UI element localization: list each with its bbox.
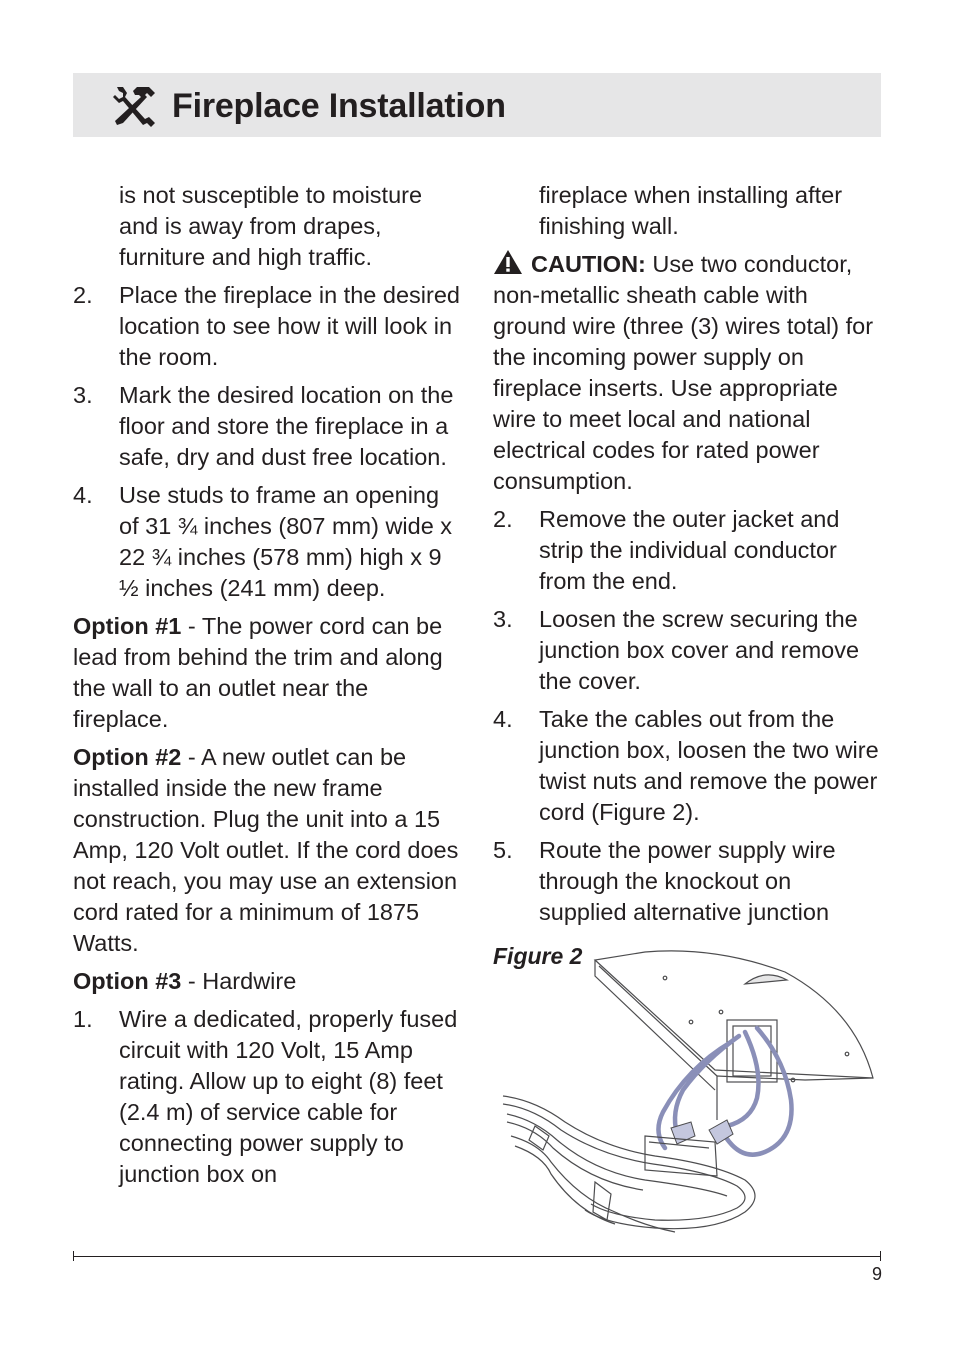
- list-number: 1.: [73, 1006, 93, 1032]
- caution-text: Use two conductor, non-metallic sheath cable with ground wire (three (3) wires total) for the incoming power supply on fireplace inserts. Use appropriate wire to meet local and national electrical codes for rated power consumption.: [493, 251, 874, 494]
- option-1-label: Option #1: [73, 613, 182, 639]
- footer-divider: [73, 1256, 881, 1257]
- page-title: Fireplace Installation: [172, 87, 506, 125]
- section-header: [73, 73, 881, 137]
- list-text: Mark the desired location on the floor and store the fireplace in a safe, dry and dust free location.: [119, 382, 454, 470]
- option-3-label: Option #3: [73, 968, 182, 994]
- option-2-label: Option #2: [73, 744, 182, 770]
- figure-label: Figure 2: [493, 943, 583, 969]
- list-number: 2.: [493, 506, 513, 532]
- list-item: [493, 704, 883, 828]
- right-column: [493, 180, 883, 935]
- list-number: 3.: [73, 382, 93, 408]
- caution-label: CAUTION:: [531, 251, 646, 277]
- list-text: Place the fireplace in the desired location to see how it will look in the room.: [119, 282, 460, 370]
- option-3-paragraph: [73, 966, 463, 997]
- list-text: Loosen the screw securing the junction box cover and remove the cover.: [539, 606, 860, 694]
- list-text: Take the cables out from the junction box, loosen the two wire twist nuts and remove the power cord (Figure 2).: [539, 706, 879, 825]
- figure-2-illustration: [495, 950, 880, 1240]
- list-text: Use studs to frame an opening of 31 ¾ inches (807 mm) wide x 22 ¾ inches (578 mm) high x 9 ½ inches (241 mm) deep.: [119, 482, 453, 601]
- list-item: [73, 1004, 463, 1190]
- footer-divider-tick: [880, 1251, 881, 1261]
- page-number: 9: [871, 1264, 882, 1284]
- list-item: [73, 480, 463, 604]
- option-2-text: - A new outlet can be installed inside the new frame construction. Plug the unit into a 15 Amp, 120 Volt outlet. If the cord does not reach, you may use an extension cord rated for a minimum of 1875 Watts.: [73, 744, 459, 956]
- tools-icon: [111, 85, 157, 127]
- list-text: Remove the outer jacket and strip the individual conductor from the end.: [539, 506, 840, 594]
- list-item: [493, 504, 883, 597]
- list-text: Route the power supply wire through the knockout on supplied alternative junction: [539, 837, 836, 925]
- left-column: [73, 180, 463, 1197]
- continuation-text: fireplace when installing after finishing wall.: [539, 182, 843, 239]
- list-text: Wire a dedicated, properly fused circuit with 120 Volt, 15 Amp rating. Allow up to eight (8) feet (2.4 m) of service cable for connecting power supply to junction box on: [119, 1006, 458, 1187]
- list-number: 5.: [493, 837, 513, 863]
- list-item: [73, 280, 463, 373]
- list-item: [73, 380, 463, 473]
- continuation-text: is not susceptible to moisture and is away from drapes, furniture and high traffic.: [119, 182, 423, 270]
- warning-icon: [493, 249, 523, 275]
- option-2-paragraph: [73, 742, 463, 959]
- list-number: 2.: [73, 282, 93, 308]
- list-number: 4.: [493, 706, 513, 732]
- option-3-text: - Hardwire: [181, 968, 297, 994]
- option-1-paragraph: [73, 611, 463, 735]
- list-item: [493, 835, 883, 928]
- list-number: 4.: [73, 482, 93, 508]
- footer-divider-tick: [73, 1251, 74, 1261]
- option-1-text: - The power cord can be lead from behind the trim and along the wall to an outlet near the fireplace.: [73, 613, 443, 732]
- list-number: 3.: [493, 606, 513, 632]
- caution-paragraph: [493, 249, 883, 497]
- list-item: [493, 604, 883, 697]
